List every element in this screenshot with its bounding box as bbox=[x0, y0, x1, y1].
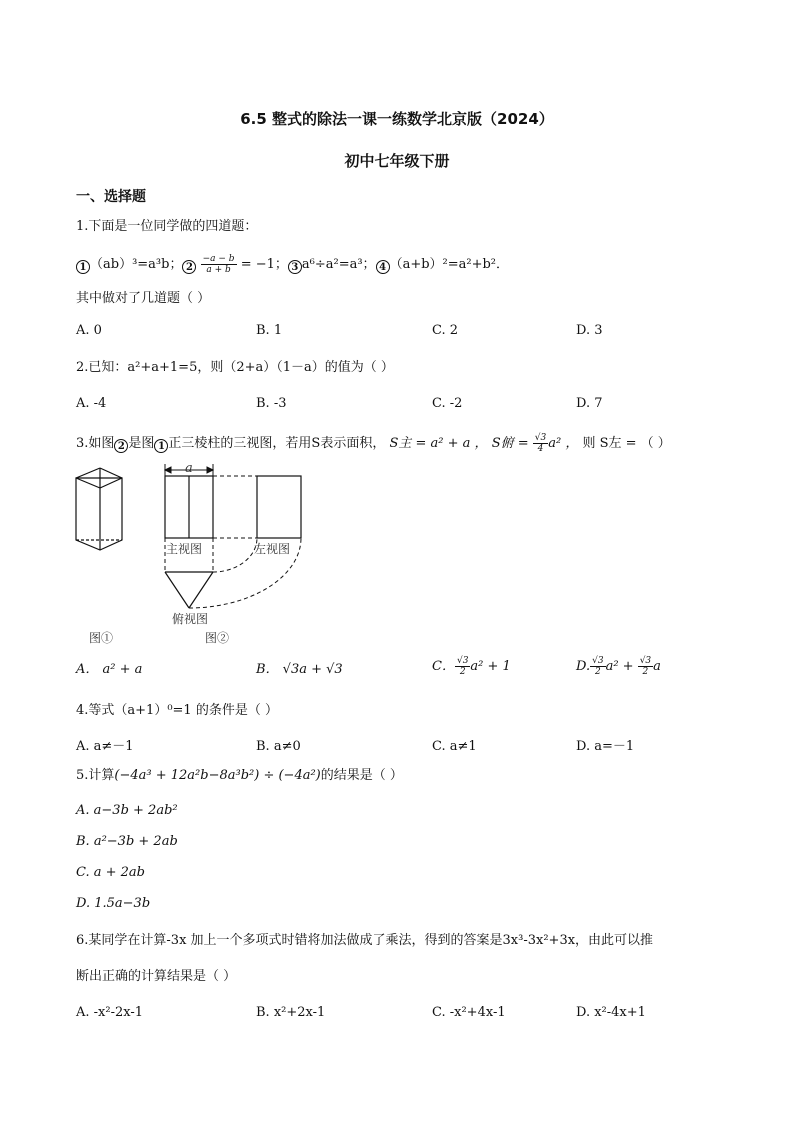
section-heading: 一、选择题 bbox=[76, 189, 146, 205]
q3-option-b[interactable]: B． √3a + √3 bbox=[256, 662, 343, 677]
q4-option-d[interactable]: D. a=－1 bbox=[576, 739, 635, 754]
prism-drawing bbox=[76, 468, 122, 550]
q1-question: 其中做对了几道题（ ） bbox=[76, 291, 211, 306]
q3-stem bbox=[76, 433, 671, 454]
left-view-drawing bbox=[257, 476, 301, 538]
front-view-drawing bbox=[165, 476, 213, 538]
q3-stem-mid: 是图 bbox=[128, 436, 155, 451]
q2-option-d[interactable]: D. 7 bbox=[576, 396, 603, 411]
q4-option-c[interactable]: C. a≠1 bbox=[432, 739, 477, 754]
q1-items bbox=[76, 254, 509, 275]
q3-s-main: S主 = a² + a ， bbox=[389, 436, 488, 451]
q3-option-c-numerator: √3 bbox=[456, 656, 469, 666]
q3-option-d[interactable] bbox=[576, 656, 661, 677]
q1-option-d[interactable]: D. 3 bbox=[576, 323, 603, 338]
q3-option-d-numerator-2: √3 bbox=[639, 656, 652, 666]
q1-item1: （ab）³=a³b； bbox=[90, 257, 183, 272]
q1-item1-number: 1 bbox=[76, 260, 90, 274]
q5-option-c[interactable]: C. a + 2ab bbox=[76, 865, 145, 880]
q3-option-d-tail: a bbox=[653, 659, 661, 674]
q6-stem-line2: 断出正确的计算结果是（ ） bbox=[76, 969, 237, 984]
q1-item4-number: 4 bbox=[376, 260, 390, 274]
fig1-caption: 图① bbox=[89, 631, 114, 645]
q3-option-d-numerator-1: √3 bbox=[592, 656, 604, 666]
q5-stem-suffix: 的结果是（ ） bbox=[320, 768, 403, 783]
q3-s-top-numerator: √3 bbox=[534, 433, 547, 443]
q3-stem-prefix: 3.如图 bbox=[76, 436, 115, 451]
top-view-drawing bbox=[165, 572, 213, 608]
q3-option-c-prefix: C． bbox=[432, 659, 455, 674]
q4-option-a[interactable]: A. a≠－1 bbox=[76, 739, 134, 754]
q3-option-d-denominator-1: 2 bbox=[594, 667, 601, 677]
q3-option-a[interactable]: A． a² + a bbox=[76, 662, 143, 677]
q3-option-d-prefix: D. bbox=[576, 659, 591, 674]
q3-option-d-fraction-1 bbox=[590, 656, 605, 677]
q1-option-c[interactable]: C. 2 bbox=[432, 323, 459, 338]
q5-option-a[interactable]: A. a−3b + 2ab² bbox=[76, 803, 178, 818]
q5-option-b[interactable]: B. a²−3b + 2ab bbox=[76, 834, 178, 849]
q3-option-c-denominator: 2 bbox=[459, 667, 466, 677]
q1-item2-number: 2 bbox=[182, 260, 196, 274]
q3-option-d-denominator-2: 2 bbox=[642, 667, 649, 677]
front-view-label: 主视图 bbox=[166, 542, 203, 556]
q1-option-a[interactable]: A. 0 bbox=[76, 323, 102, 338]
q3-stem-tail: 正三棱柱的三视图，若用S表示面积， bbox=[168, 436, 386, 451]
q3-ask: 则 S左 = （ ） bbox=[582, 436, 671, 451]
q5-expression: (−4a³ + 12a²b−8a³b²) ÷ (−4a²) bbox=[114, 768, 321, 783]
dimension-label: a bbox=[185, 461, 193, 476]
q3-s-top-suffix: a² ， bbox=[548, 436, 579, 451]
q3-s-top-prefix: S俯 = bbox=[491, 436, 533, 451]
q6-option-a[interactable]: A. -x²-2x-1 bbox=[76, 1005, 144, 1020]
q3-s-top-fraction bbox=[533, 433, 548, 454]
q3-fig2-number: 2 bbox=[114, 439, 128, 453]
q3-option-c-fraction bbox=[455, 656, 470, 677]
q3-option-c[interactable] bbox=[432, 656, 511, 677]
q1-item2-fraction bbox=[201, 254, 237, 275]
q1-item2-denominator: a + b bbox=[206, 265, 231, 275]
q6-option-c[interactable]: C. -x²+4x-1 bbox=[432, 1005, 506, 1020]
q4-stem: 4.等式（a+1）⁰=1 的条件是（ ） bbox=[76, 703, 278, 718]
q1-stem: 1.下面是一位同学做的四道题： bbox=[76, 219, 258, 234]
top-view-label: 俯视图 bbox=[172, 612, 209, 626]
q3-s-top-denominator: 4 bbox=[537, 444, 544, 454]
q5-stem-prefix: 5.计算 bbox=[76, 768, 115, 783]
fig2-caption: 图② bbox=[205, 631, 230, 645]
q4-option-b[interactable]: B. a≠0 bbox=[256, 739, 301, 754]
q1-item2-tail: = −1； bbox=[240, 257, 288, 272]
q6-option-d[interactable]: D. x²-4x+1 bbox=[576, 1005, 646, 1020]
q3-option-d-mid: a² + bbox=[605, 659, 638, 674]
document-title: 6.5 整式的除法一课一练数学北京版（2024） bbox=[240, 110, 554, 128]
q5-stem bbox=[76, 767, 403, 785]
q6-option-b[interactable]: B. x²+2x-1 bbox=[256, 1005, 326, 1020]
left-view-label: 左视图 bbox=[254, 542, 291, 556]
q1-option-b[interactable]: B. 1 bbox=[256, 323, 283, 338]
document-subtitle: 初中七年级下册 bbox=[344, 152, 450, 170]
q3-option-c-tail: a² + 1 bbox=[470, 659, 511, 674]
q2-stem: 2.已知：a²+a+1=5，则（2+a）（1－a）的值为（ ） bbox=[76, 360, 394, 375]
q2-option-b[interactable]: B. -3 bbox=[256, 396, 287, 411]
q2-option-c[interactable]: C. -2 bbox=[432, 396, 463, 411]
q5-option-d[interactable]: D. 1.5a−3b bbox=[76, 896, 151, 911]
q2-option-a[interactable]: A. -4 bbox=[76, 396, 107, 411]
q1-item4: （a+b）²=a²+b²． bbox=[389, 257, 510, 272]
q1-item3-number: 3 bbox=[288, 260, 302, 274]
q1-item2-numerator: −a − b bbox=[202, 254, 235, 264]
q3-fig1-number: 1 bbox=[154, 439, 168, 453]
q6-stem-line1: 6.某同学在计算-3x 加上一个多项式时错将加法做成了乘法，得到的答案是3x³-3x²+3x，由此可以推 bbox=[76, 933, 654, 948]
q1-item3: a⁶÷a²=a³； bbox=[301, 257, 376, 272]
q3-option-d-fraction-2 bbox=[638, 656, 653, 677]
